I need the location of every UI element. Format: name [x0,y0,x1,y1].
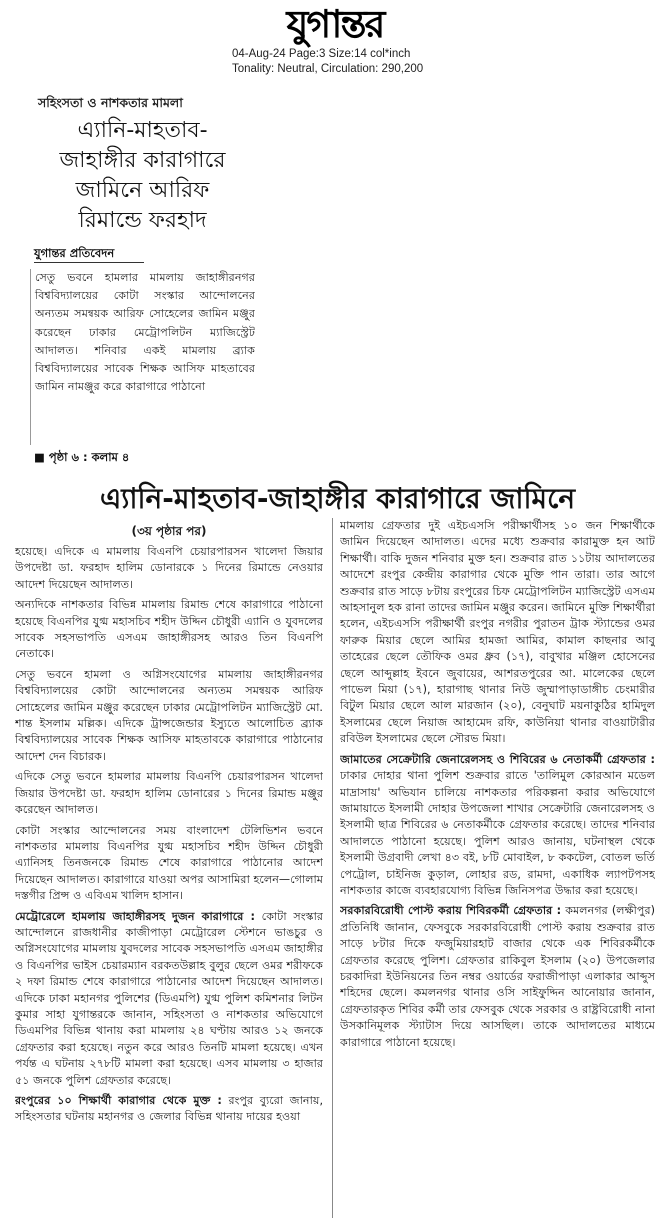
paragraph: অন্যদিকে নাশকতার বিভিন্ন মামলায় রিমান্ড শেষে কারাগারে পাঠানো হয়েছে বিএনপির যুগ্ম মহাসচিব শহীদ উদ্দিন চৌধুরী এ্যানি ও যুবদলের সাবেক সহসভাপতি এসএম জাহাঙ্গীরসহ আরও তিন বিএনপি নেতাকে। [15,598,323,661]
right-column [340,518,655,1213]
subheading: সরকারবিরোধী পোস্ট করায় শিবিরকর্মী গ্রেফতার : [340,904,562,918]
continuation-headline: এ্যানি-মাহতাব-জাহাঙ্গীর কারাগারে জামিনে [99,482,576,515]
front-body: সেতু ভবনে হামলার মামলায় জাহাঙ্গীরনগর বিশ্ববিদ্যালয়ের কোটা সংস্কার আন্দোলনের অন্যতম সমন্বয়ক আরিফ সোহেলের জামিন মঞ্জুর করেছেন ঢাকার মেট্রোপলিটন ম্যাজিস্ট্রেট আদালত। শনিবার একই মামলায় ব্র্যাক বিশ্ববিদ্যালয়ের সাবেক শিক্ষক আসিফ মাহতাবের জামিন নামঞ্জুর করে কারাগারে পাঠানো [30,269,255,445]
paragraph: এদিকে সেতু ভবনে হামলার মামলায় বিএনপি চেয়ারপারসন খালেদা জিয়ার উপদেষ্টা ডা. ফরহাদ হালিম ডোনারের ১ দিনের রিমান্ড মঞ্জুর করেছেন আদালত। [15,770,323,817]
masthead [0,0,671,100]
clip-meta-date: 04-Aug-24 Page:3 Size:14 col*inch [232,48,411,60]
continued-label: (৩য় পৃষ্ঠার পর) [131,524,207,538]
paragraph: সেতু ভবনে হামলা ও অগ্নিসংযোগের মামলায় জাহাঙ্গীরনগর বিশ্ববিদ্যালয়ের কোটা আন্দোলনের অন্যতম সমন্বয়ক আরিফ সোহেলের জামিন মঞ্জুর করেছেন ঢাকার মেট্রোপলিটন ম্যাজিস্ট্রেট মো. শান্ত ইসলাম মল্লিক। এদিকে ট্রান্সজেন্ডার ইস্যুতে আলোচিত ব্র্যাক বিশ্ববিদ্যালয়ের সাবেক শিক্ষক আসিফ মাহতাবকে কারাগারে পাঠানোর আদেশ দেন বিচারক। [15,667,323,763]
paragraph: মামলায় গ্রেফতার দুই এইচএসসি পরীক্ষার্থীসহ ১০ জন শিক্ষার্থীকে জামিন দিয়েছেন আদালত। এদের মধ্যে শুক্রবার কারামুক্ত হন আট শিক্ষার্থী। বাকি দুজন শনিবার মুক্ত হন। শুক্রবার রাত ১১টায় আদালতের আদেশে রংপুর কেন্দ্রীয় কারাগার থেকে মুক্তি পান তারা। তার আগে শুক্রবার রাত সাড়ে ৮টায় রংপুরের চিফ মেট্রোপলিটন ম্যাজিস্ট্রেট এসএম আহসানুল হক রানা তাদের জামিন মঞ্জুর করেন। জামিনে মুক্তি শিক্ষার্থীরা হলেন, এইচএসসি পরীক্ষার্থী রংপুর নগরীর পুরাতন ট্রাক স্ট্যান্ডের ওমর ফারুক মিয়ার ছেলে আমির হামজা আমির, কামাল কাছনার আবু তাহেরের ছেলে তৌফিক ওমর ধ্রুব (১৭), বাবুখার মঞ্জিল হোসেনের ছেলে আব্দুল্লাহ ইবনে জুবায়ের, আশরতপুরের আ. মালেকের ছেলে পাভেল মিয়া (১৭), হারাগাছ থানার নিউ জুম্মাপাড়াডাঙ্গীচ চেংমারীর বিটুল মিয়ার ছেলে আল মারজান (২০), বেনুঘাট ময়নাকুঠির হামিদুল ইসলামের ছেলে নিয়াজ আহামেদ রফি, কাউনিয়া থানার বাওয়াটারীর রবিউল ইসলামের ছেলে সৌরভ মিয়া। [340,519,655,746]
paragraph: সরকারবিরোধী পোস্ট করায় শিবিরকর্মী গ্রেফতার : কমলনগর (লক্ষীপুর) প্রতিনিধি জানান, ফেসবুকে সরকারবিরোধী পোস্ট করায় শুক্রবার রাত সাড়ে ৮টার দিকে ফজুমিয়ারহাট বাজার থেকে এক শিবিরকর্মীকে গ্রেফতার করেছে পুলিশ। গ্রেফতার রাকিবুল ইসলাম (২০) উপজেলার চরকাদিরা ইউনিয়নের তিন নম্বর ওয়ার্ডের ফরাজীপাড়া এলাকার আব্দুস শহিদের ছেলে। কমলনগর থানার ওসি সাইফুদ্দিন আনোয়ার জানান, গ্রেফতারকৃত শিবির কর্মী তার ফেসবুক থেকে সরকার ও রাষ্ট্রবিরোধী নানা উসকানিমূলক স্ট্যাটাস দিয়ে আসছিল। তাকে আদালতের মাধ্যমে কারাগারে পাঠানো হয়েছে। [340,904,655,1049]
headline-line: জাহাঙ্গীর কারাগারে [59,148,226,173]
paragraph: রংপুরের ১০ শিক্ষার্থী কারাগার থেকে মুক্ত : রংপুর ব্যুরো জানায়, সহিংসতার ঘটনায় মহানগর ও জেলার বিভিন্ন থানায় দায়ের হওয়া [15,1094,323,1124]
column-divider [332,518,333,1218]
headline-line: রিমান্ডে ফরহাদ [78,208,207,233]
headline-line: এ্যানি-মাহতাব- [77,118,208,143]
clip-meta-tonality: Tonality: Neutral, Circulation: 290,200 [232,63,424,75]
subheading: রংপুরের ১০ শিক্ষার্থী কারাগার থেকে মুক্ত : [15,1094,222,1107]
paragraph: জামাতের সেক্রেটারি জেনারেলসহ ও শিবিরের ৬ নেতাকর্মী গ্রেফতার : ঢাকার দোহার থানা পুলিশ শুক্রবার রাতে 'তালিমুল কোরআন মডেল মাদ্রাসায়' অভিযান চালিয়ে নাশকতার পরিকল্পনা করার অভিযোগে জামায়াতে ইসলামী দোহার উপজেলা শাখার সেক্রেটারি জেনারেলসহ ও ইসলামী ছাত্র শিবিরের ৬ নেতাকর্মীকে গ্রেফতার করেছে। তাদের শনিবার আদালতে পাঠানো হয়েছে। পুলিশ আরও জানায়, ঘটনাস্থল থেকে ইসলামী উগ্রবাদী লেখা ৪৩ বই, ৮টি মোবাইল, ৮ ককটেল, বোতল ভর্তি পেট্রোল, চাইনিজ কুড়াল, লোহার রড, রামদা, একাধিক ল্যাপটপসহ নাশকতার কাজে ব্যবহারযোগ্য বিভিন্ন জিনিসপত্র উদ্ধার করা হয়েছে। [340,752,655,897]
newspaper-logo: যুগান্তর [286,1,384,46]
left-column [15,522,323,1217]
subheading: মেট্রোরেলে হামলায় জাহাঙ্গীরসহ দুজন কারাগারে : [15,909,255,923]
paragraph: মেট্রোরেলে হামলায় জাহাঙ্গীরসহ দুজন কারাগারে : কোটা সংস্কার আন্দোলনে রাজধানীর কাজীপাড়া মেট্রোরেল স্টেশনে ভাঙচুর ও অগ্নিসংযোগের মামলায় যুবদলের সাবেক সহসভাপতি এসএম জাহাঙ্গীর ও বিএনপির ভাইস চেয়ারম্যান বরকতউল্লাহ বুলুর ছেলে ওমর শরীফকে ২ দফা রিমান্ড শেষে কারাগারে পাঠানোর আদেশ দিয়েছেন আদালত। এদিকে ঢাকা মহানগর পুলিশের (ডিএমপি) যুগ্ম পুলিশ কমিশনার লিটন কুমার সাহা যুগান্তরকে জানান, সহিংসতা ও নাশকতার অভিযোগে ডিএমপির বিভিন্ন থানায় করা মামলায় ২৪ ঘণ্টায় আরও ১২ জনকে গ্রেফতার করা হয়েছে। নতুন করে আরও তিনটি মামলা হয়েছে। এখন পর্যন্ত এ ঘটনায় ২৭৮টি মামলা করা হয়েছে। এসব মামলায় ৩ হাজার ৫১ জনকে পুলিশ গ্রেফতার করেছে। [15,909,323,1087]
front-page-clip [30,90,255,475]
kicker: সহিংসতা ও নাশকতার মামলা [38,95,183,110]
page-reference: ■ পৃষ্ঠা ৬ : কলাম ৪ [34,450,130,464]
paragraph: কোটা সংস্কার আন্দোলনের সময় বাংলাদেশ টেলিভিশন ভবনে নাশকতার মামলায় বিএনপির যুগ্ম মহাসচিব শহীদ উদ্দিন চৌধুরী এ্যানিসহ তিনজনকে রিমান্ড শেষে কারাগারে পাঠানোর আদেশ দিয়েছেন আদালত। কারাগারে যাওয়া অপর আসামিরা হলেন—গোলাম দস্তগীর প্রিন্স ও এবিএম খালিদ হাসান। [15,823,323,903]
front-headline [30,116,255,236]
paragraph: হয়েছে। এদিকে এ মামলায় বিএনপি চেয়ারপারসন খালেদা জিয়ার উপদেষ্টা ডা. ফরহাদ হালিম ডোনারকে ১ দিনের রিমান্ডে নেওয়ার আদেশ দিয়েছেন আদালত। [15,545,323,591]
subheading: জামাতের সেক্রেটারি জেনারেলসহ ও শিবিরের ৬ নেতাকর্মী গ্রেফতার : [340,752,655,766]
byline: যুগান্তর প্রতিবেদন [34,244,144,263]
headline-line: জামিনে আরিফ [75,178,210,203]
